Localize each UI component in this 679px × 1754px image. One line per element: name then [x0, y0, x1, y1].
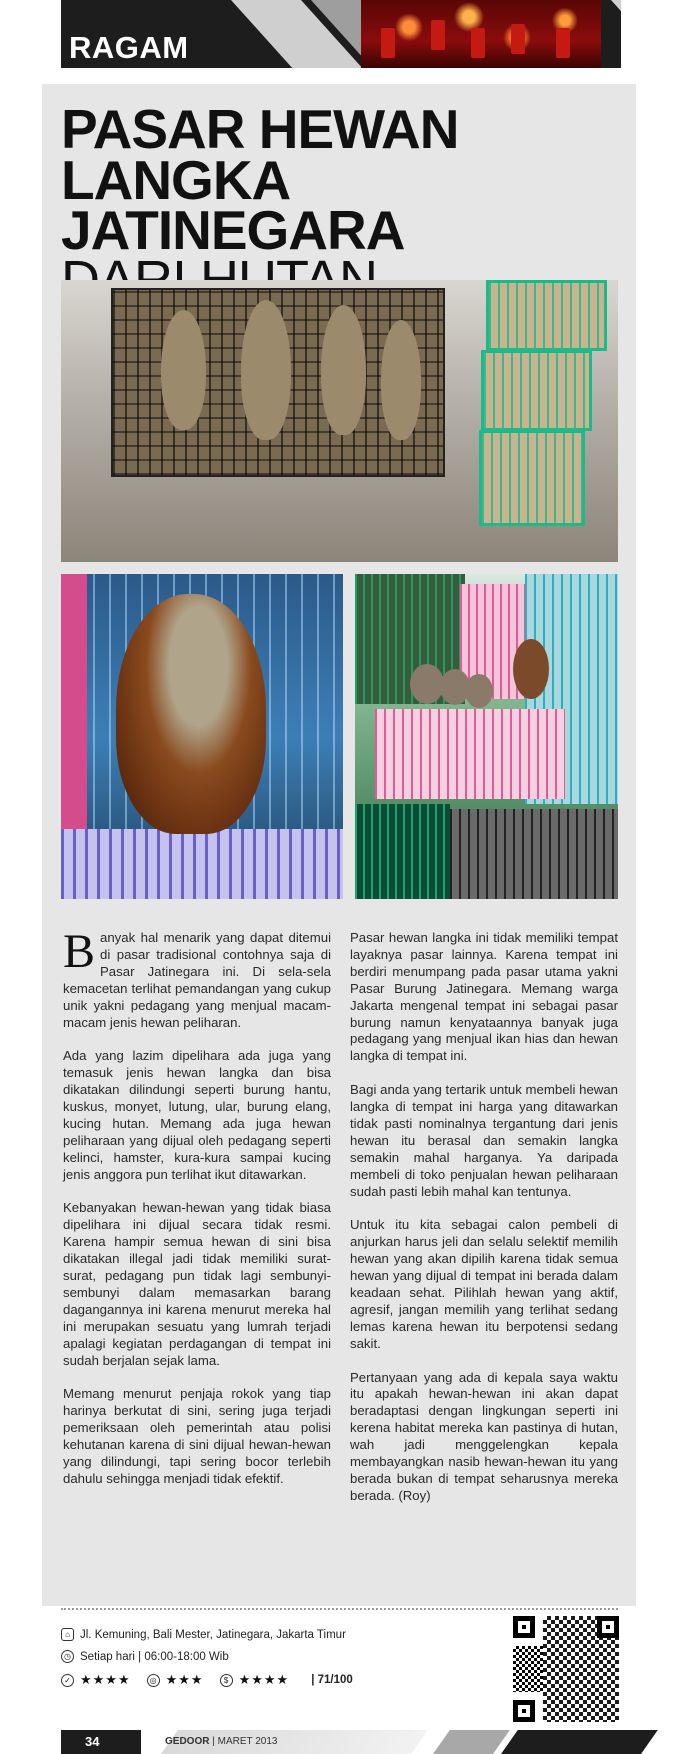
- paragraph: Bagi anda yang tertarik untuk membeli hewan langka di tempat ini harga yang ditawarkan tidak pasti nominalnya tergantung dari jenis hewan itu berasal dan semakin langka semakin mahal harganya. Ya daripada membeli di toko penjualan hewan peliharaan sudah pasti lebih mahal kan tentunya.: [350, 1082, 618, 1199]
- magazine-credit: GEDOOR | MARET 2013: [165, 1736, 278, 1747]
- paragraph: Pertanyaan yang ada di kepala saya waktu itu apakah hewan-hewan ini akan dapat beradaptasi dengan lingkungan seperti ini kerena habitat mereka kan pastinya di hutan, wah jadi menggelengkan kepala membayangkan nasib hewan-hewan itu yang berada bukan di tempat seharusnya mereka berada. (Roy): [350, 1369, 618, 1503]
- paragraph: Pasar hewan langka ini tidak memiliki tempat layaknya pasar lainnya. Karena tempat ini berdiri menumpang pada pasar utama yakni Pasar Burung Jatinegara. Memang warga Jakarta mengenal tempat ini sebagai pasar burung namun kenyataannya banyak juga pedagang yang menjual ikan hias dan hewan langka di tempat ini.: [350, 930, 618, 1064]
- title-line: LANGKA JATINEGARA: [61, 148, 405, 262]
- rating-stars: ★★★: [165, 1672, 204, 1687]
- rating-stars: ★★★★: [80, 1672, 131, 1687]
- page-number: 34: [61, 1730, 141, 1754]
- quality-icon: ◎: [147, 1674, 160, 1687]
- divider: [61, 1608, 618, 1610]
- thumbs-up-icon: ✓: [61, 1674, 74, 1687]
- rating-score: | 71/100: [311, 1674, 353, 1686]
- photo-monkey-cages: [61, 280, 618, 562]
- photo-owl: [61, 574, 343, 899]
- location-icon: ⌂: [61, 1628, 74, 1641]
- rating-stars: ★★★★: [238, 1672, 290, 1687]
- clock-icon: ◷: [61, 1650, 74, 1663]
- paragraph: Kebanyakan hewan-hewan yang tidak biasa dipelihara ini dijual secara tidak resmi. Karena hampir semua hewan di sini bisa dikatakan illegal jadi tidak memiliki surat-surat, pedagang pun tidak lagi sembunyi-sembunyi dalam memasarkan barang dagangannya ini karena menurut mereka hal ini merupakan sesuatu yang lumrah terjadi apalagi kegiatan perdagangan di tempat ini sudah berjalan sejak lama.: [63, 1200, 331, 1368]
- section-banner: [61, 0, 621, 68]
- price-icon: $: [220, 1674, 233, 1687]
- banner-stripe: [611, 0, 621, 68]
- photo-bird-cages: [355, 574, 618, 899]
- info-ratings: [61, 1672, 353, 1688]
- paragraph: Untuk itu kita sebagai calon pembeli di anjurkan harus jeli dan selalu selektif memilih hewan yang akan dipilih karena tidak semua hewan yang dijual di tempat ini berada dalam keadaan sehat. Pilihlah hewan yang aktif, agresif, jangan memilih yang terlihat sedang lemas karena hewan itu berpotensi sedang sakit.: [350, 1217, 618, 1351]
- paragraph: Memang menurut penjaja rokok yang tiap harinya berkutat di sini, sering juga terjadi pemeriksaan oleh pemerintah atau polisi kehutanan karena di sini dijual hewan-hewan yang dilindungi, tapi sering bocor terlebih dahulu sehingga menjadi tidak efektif.: [63, 1386, 331, 1486]
- title-line: PASAR HEWAN: [61, 98, 459, 160]
- footer-stripe: [501, 1730, 658, 1754]
- banner-candles-image: [361, 0, 601, 68]
- section-label: RAGAM: [69, 30, 189, 65]
- page-footer: [61, 1730, 621, 1754]
- info-address: ⌂ Jl. Kemuning, Bali Mester, Jatinegara, Jakarta Timur: [61, 1628, 346, 1641]
- paragraph: Banyak hal menarik yang dapat ditemui di pasar tradisional contohnya saja di Pasar Jatinegara ini. Di sela-sela kemacetan terlihat pemandangan yang cukup unik yakni pedagang yang menjual macam-macam jenis hewan peliharan.: [63, 925, 331, 1030]
- paragraph: Ada yang lazim dipelihara ada juga yang temasuk jenis hewan langka dan bisa dikatakan dilindungi seperti burung hantu, kuskus, monyet, lutung, ular, burung elang, kucing hutan. Memang ada juga hewan peliharaan yang dijual oleh pedagang seperti kelinci, hamster, kura-kura sampai kucing jenis anggora pun terlihat ikut ditawarkan.: [63, 1048, 331, 1182]
- article-column-right: [350, 930, 618, 1522]
- drop-cap: B: [63, 925, 96, 978]
- article-column-left: [63, 925, 331, 1505]
- qr-code[interactable]: [513, 1616, 619, 1722]
- info-hours: ◷ Setiap hari | 06:00-18:00 Wib: [61, 1650, 229, 1663]
- footer-stripe: [433, 1730, 510, 1754]
